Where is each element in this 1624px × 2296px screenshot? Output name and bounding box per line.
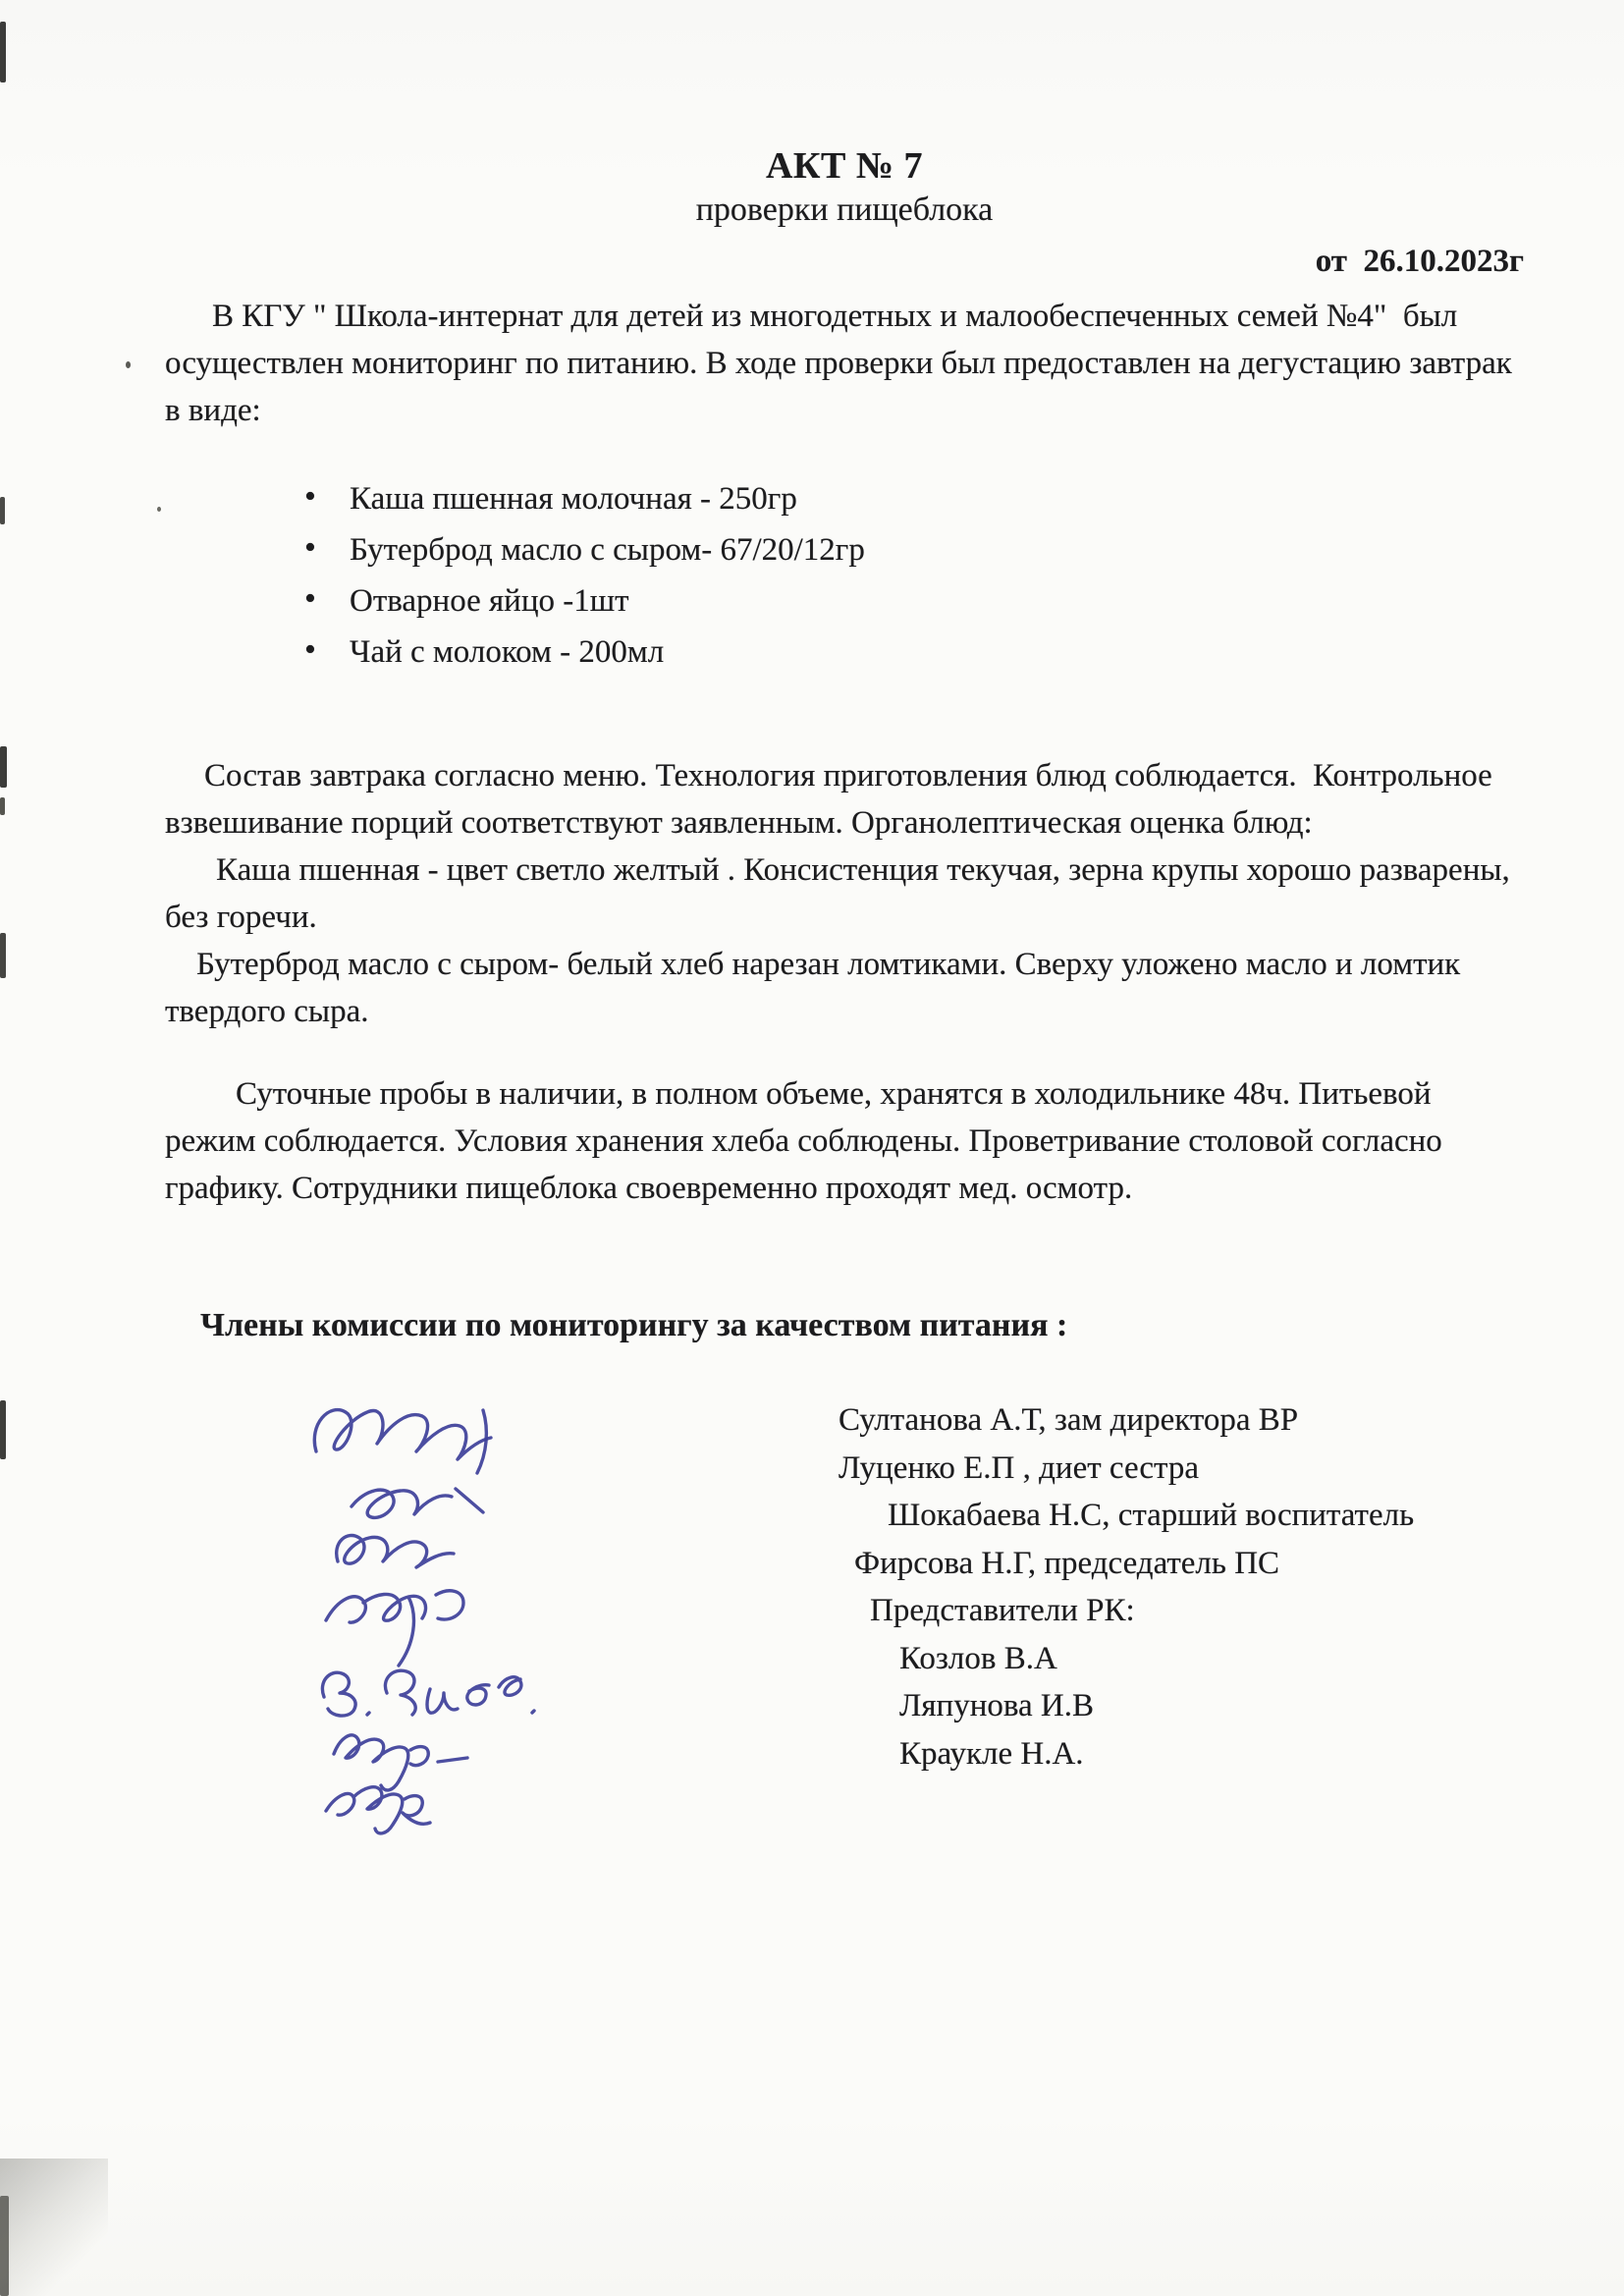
scan-artifact <box>0 797 5 815</box>
commission-member: Краукле Н.А. <box>899 1735 1084 1772</box>
menu-item <box>165 524 1524 575</box>
bullet-marker: • <box>304 580 316 617</box>
commission-member: Представители РК: <box>870 1593 1135 1628</box>
document-subtitle: проверки пищеблока <box>695 191 994 228</box>
menu-item <box>165 575 1524 627</box>
scan-artifact <box>157 507 161 512</box>
assessment-block <box>165 752 1524 1212</box>
menu-item-text: Чай с молоком - 200мл <box>350 634 665 670</box>
breakfast-menu-list <box>165 473 1524 678</box>
commission-member: Ляпунова И.В <box>899 1688 1095 1723</box>
scan-artifact <box>0 746 7 788</box>
commission-heading: Члены комиссии по мониторингу за качеством питания : <box>200 1307 1068 1343</box>
document-title: АКТ № 7 <box>765 145 924 187</box>
scan-artifact <box>126 361 131 368</box>
scan-artifact <box>0 1400 6 1459</box>
signature-stroke <box>314 1410 491 1459</box>
commission-member: Шокабаева Н.С, старший воспитатель <box>888 1498 1415 1533</box>
commission-member: Козлов В.А <box>899 1640 1057 1676</box>
signature-stroke <box>334 1735 467 1790</box>
scan-artifact <box>0 497 5 524</box>
scan-artifact <box>0 2196 9 2296</box>
bullet-marker: • <box>304 631 316 668</box>
paragraph-samples: Суточные пробы в наличии, в полном объеме, хранятся в холодильнике 48ч. Питьевой режим соблюдается. Условия хранения хлеба соблюдены. Проветривание столовой согласно графику. Сотрудники пищеблока своевременно проходят мед. осмотр. <box>165 1076 1451 1206</box>
intro-paragraph: В КГУ " Школа-интернат для детей из многодетных и малообеспеченных семей №4" был осуществлен мониторинг по питанию. В ходе проверки был предоставлен на дегустацию завтрак в виде: <box>165 299 1521 428</box>
paragraph-porridge: Каша пшенная - цвет светло желтый . Консистенция текучая, зерна крупы хорошо разварены, без горечи. <box>165 852 1519 935</box>
paragraph-composition: Состав завтрака согласно меню. Технология приготовления блюд соблюдается. Контрольное взвешивание порций соответствуют заявленным. Органолептическая оценка блюд: <box>165 758 1501 841</box>
scan-artifact <box>0 2159 108 2296</box>
bullet-marker: • <box>304 478 316 515</box>
signatures-section <box>165 1383 1524 1854</box>
signature-stroke <box>326 1591 463 1666</box>
scan-artifact <box>0 22 6 82</box>
document-content <box>165 143 1524 1854</box>
scan-artifact <box>0 933 6 978</box>
signature-stroke <box>326 1787 430 1833</box>
signature-stroke <box>352 1489 483 1517</box>
signature-stroke <box>322 1670 534 1716</box>
handwritten-signatures <box>291 1387 664 1838</box>
commission-member: Фирсова Н.Г, председатель ПС <box>854 1545 1280 1581</box>
commission-member: Луценко Е.П , диет сестра <box>839 1449 1200 1486</box>
menu-item <box>165 627 1524 678</box>
menu-item-text: Каша пшенная молочная - 250гр <box>350 481 797 517</box>
document-date: от 26.10.2023г <box>1315 244 1524 279</box>
commission-member: Султанова А.Т, зам директора ВР <box>839 1402 1299 1438</box>
menu-item-text: Бутерброд масло с сыром- 67/20/12гр <box>350 532 865 568</box>
menu-item-text: Отварное яйцо -1шт <box>350 583 629 619</box>
paragraph-sandwich: Бутерброд масло с сыром- белый хлеб нарезан ломтиками. Сверху уложено масло и ломтик твердого сыра. <box>165 947 1469 1029</box>
signature-stroke <box>337 1535 454 1567</box>
bullet-marker: • <box>304 529 316 566</box>
menu-item <box>165 473 1524 524</box>
